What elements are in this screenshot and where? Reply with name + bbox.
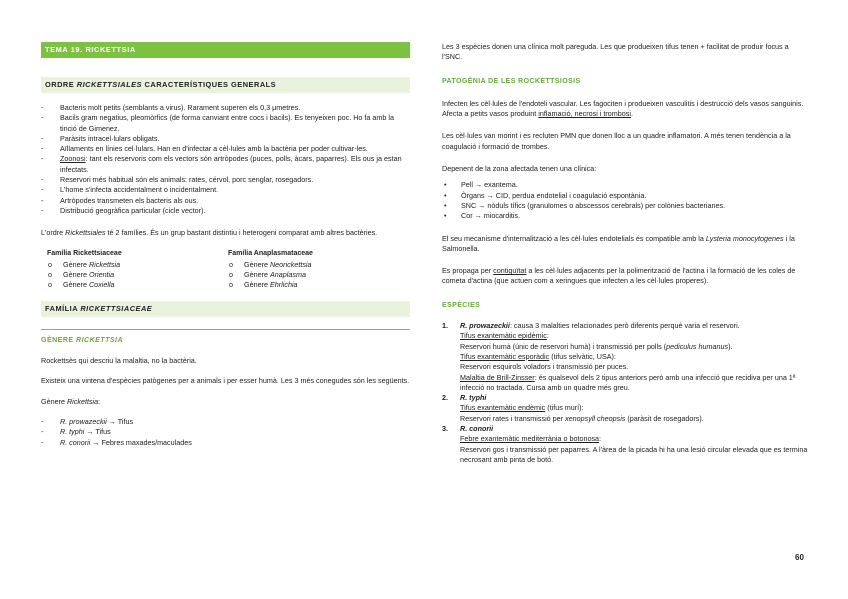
theme-title: TEMA 19. RICKETTSIA (41, 42, 410, 58)
list-item: o Gènere Ehrlichia (228, 280, 409, 290)
list-item: - Distribució geogràfica particular (cicle vector). (41, 206, 410, 216)
list-item: - R. conorii → Febres maxades/maculades (41, 438, 410, 448)
families-table (41, 249, 410, 291)
list-item: o Gènere Rickettsia (47, 260, 228, 270)
family-heading: FAMÍLIA RICKETTSIACEAE (41, 301, 410, 317)
clinic-list (442, 180, 808, 221)
list-item: • SNC → nòduls tífics (granulomes o abscessos cerebrals) per colònies bacterianes. (442, 201, 808, 211)
species-item: 3. R. conorii Febre exantemàtic mediterrània o botonosa: Reservori gos i transmissió per paparres. A l'àrea de la picada hi ha una lesió circular elevada que es termina necrosant amb pinta de botó. (442, 424, 808, 464)
genus-species-list (41, 417, 410, 448)
pathogenesis-paragraph-1: Infecten les cèl·lules de l'endoteli vascular. Les fagociten i produeixen vasculitis i destrucció dels vasos sanguinis. Afecta a petits vasos produint inflamació, necrosi i trombosi. (442, 98, 804, 119)
pathogenesis-paragraph-5: Es propaga per contiguïtat a les cèl·lules adjacents per la polimerització de l'actina i la formació de les coles de cometa d'actina (que actuen com a xeringues que infecten a les cèl·lules properes). (442, 266, 796, 286)
list-item: o Gènere Orientia (47, 270, 228, 280)
list-item: - Reservori més habitual són els animals: rates, cérvol, porc senglar, rosegadors. (41, 175, 410, 185)
genus-heading: GÈNERE RICKETTSIA (41, 329, 410, 346)
list-item: • Pell → exantema. (442, 180, 808, 190)
list-item: • Cor → miocarditis. (442, 211, 808, 221)
right-column (442, 42, 808, 465)
intro-paragraph: Les 3 espècies donen una clínica molt pareguda. Les que produeixen tifus tenen + facilitat de produir focus a l'SNC. (442, 42, 789, 62)
list-item: - L'home s'infecta accidentalment o incidentalment. (41, 185, 410, 195)
pathogenesis-paragraph-3: Depenent de la zona afectada tenen una clínica: (442, 164, 597, 174)
species-heading: ESPÈCIES (442, 301, 481, 309)
list-item: - Aïllaments en línies cel·lulars. Han en d'infectar a cèl·lules amb la bactèria per poder cultivar-les. (41, 144, 410, 154)
list-item: o Gènere Anaplasma (228, 270, 409, 280)
genus-paragraph-3: Gènere Rickettsia: (41, 396, 101, 406)
left-column (41, 42, 410, 448)
species-list (442, 321, 808, 465)
genus-paragraph-1: Rockettsès qui descriu la malaltia, no la bactèria. (41, 356, 197, 366)
species-item: 2. R. typhi Tifus exantemàtic endèmic (tifus murí): Reservori rates i transmissió per xenopsyll cheopsis (paràsit de rosegadors). (442, 393, 704, 423)
page-number: 60 (795, 553, 804, 562)
genus-paragraph-2: Existeix una vintena d'espècies patògenes per a animals i per esser humà. Les 3 més conegudes són les següents. (41, 376, 410, 386)
characteristics-list (41, 103, 410, 216)
order-heading: ORDRE RICKETTSIALES CARACTERÍSTIQUES GENERALS (41, 77, 410, 93)
species-item: 1. R. prowazeckii: causa 3 malalties relacionades però diferents perquè varia el reservori. Tifus exantemàtic epidèmic: Reservori humà (únic de reservori humà) i transmissió per polls (pediculus humanus). Tifus exantemàtic esporàdic (tifus selvàtic, USA): Reservori esquirols voladors i transmissió per puces. Malaltia de Brill-Zinsser: és qualsevol dels 2 tipus anteriors però amb una infecció que recidiva per una 1ª infecció no tractada. Cursa amb un quadre més greu. (442, 321, 796, 392)
family-rickettsiaceae: Família Rickettsiaceae o Gènere Rickettsia o Gènere Orientia o Gènere Coxiella (47, 249, 228, 291)
order-paragraph: L'ordre Rickettsiales té 2 famílies. És un grup bastant distintiu i heterogeni comparat amb altres bactèries. (41, 228, 378, 238)
pathogenesis-paragraph-2: Les cèl·lules van morint i es recluten PMN que donen lloc a un quadre inflamatori. A més tenen tendència a la coagulació i formació de trombes. (442, 131, 791, 151)
list-item: - Bacils gram negatius, pleomòrfics (de forma canviant entre cocs i bacils). Es tenyeixen poc. Ho fa amb la tinció de Gimenez. (41, 113, 410, 134)
pathogenesis-paragraph-4: El seu mecanisme d'internalització a les cèl·lules endotelials és compatible amb la Lysteria monocytogenes i la Salmonella. (442, 233, 795, 253)
list-item: • Òrgans → CID, perdua endotelial i coagulació espontània. (442, 191, 808, 201)
pathogenesis-heading: PATOGÈNIA DE LES ROCKETTSIOSIS (442, 77, 581, 85)
family-anaplasmataceae: Família Anaplasmataceae o Gènere Neorickettsia o Gènere Anaplasma o Gènere Ehrlichia (228, 249, 409, 291)
list-item: - R. prowazeckii → Tifus (41, 417, 410, 427)
list-item: - Bacteris molt petits (semblants a virus). Rarament superen els 0,3 μmetres. (41, 103, 410, 113)
list-item: o Gènere Neorickettsia (228, 260, 409, 270)
list-item: - R. typhi → Tifus (41, 427, 410, 437)
list-item: o Gènere Coxiella (47, 280, 228, 290)
list-item: - Artròpodes transmeten els bacteris als ous. (41, 196, 410, 206)
list-item: - Zoonosi: tant els reservoris com els vectors són artròpodes (puces, polls, àcars, paparres). Els ous ja estan infectats. (41, 154, 410, 175)
list-item: - Paràsits intracel·lulars obligats. (41, 134, 410, 144)
